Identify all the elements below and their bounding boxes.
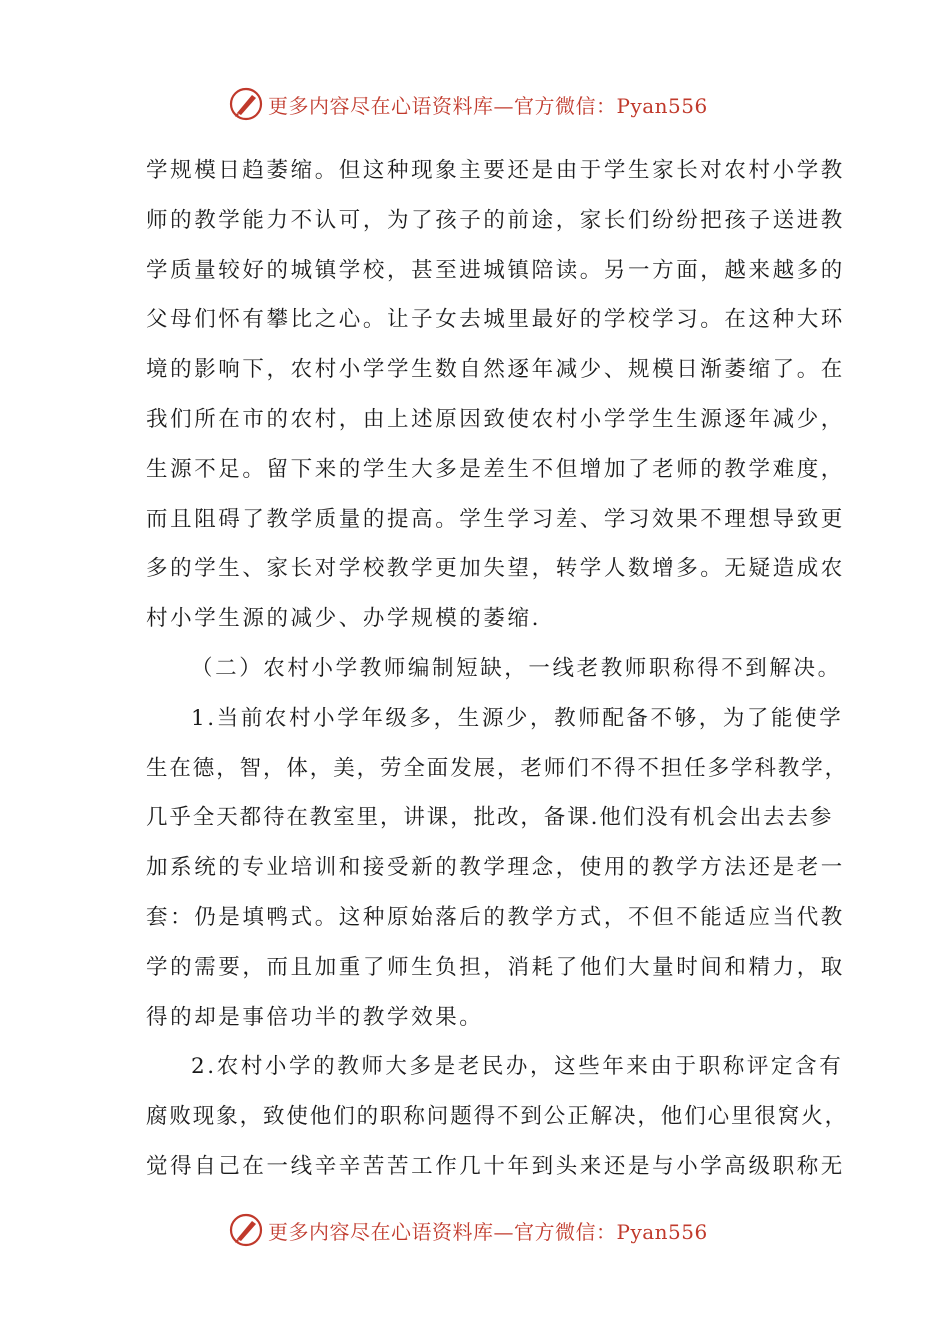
body-line: 套：仍是填鸭式。这种原始落后的教学方式，不但不能适应当代教 <box>146 904 845 930</box>
body-line: 腐败现象，致使他们的职称问题得不到公正解决，他们心里很窝火， <box>146 1104 849 1130</box>
section-heading: （二）农村小学教师编制短缺，一线老教师职称得不到解决。 <box>191 655 842 681</box>
body-line: 几乎全天都待在教室里，讲课，批改，备课.他们没有机会出去去参 <box>146 805 834 831</box>
body-line: 生源不足。留下来的学生大多是差生不但增加了老师的教学难度， <box>146 456 845 482</box>
body-line: 1.当前农村小学年级多，生源少，教师配备不够，为了能使学 <box>191 705 844 731</box>
body-line: 学的需要，而且加重了师生负担，消耗了他们大量时间和精力，取 <box>146 954 845 980</box>
body-line: 学规模日趋萎缩。但这种现象主要还是由于学生家长对农村小学教 <box>146 158 845 183</box>
body-line: 境的影响下，农村小学学生数自然逐年减少、规模日渐萎缩了。在 <box>146 357 845 383</box>
header-banner <box>228 84 748 124</box>
header-banner-text: 更多内容尽在心语资料库—官方微信：Pyan556 <box>268 93 708 118</box>
body-line: 父母们怀有攀比之心。让子女去城里最好的学校学习。在这种大环 <box>146 307 845 333</box>
pen-logo-icon <box>228 1212 264 1248</box>
footer-banner <box>228 1210 748 1250</box>
body-line: 而且阻碍了教学质量的提高。学生学习差、学习效果不理想导致更 <box>146 506 845 532</box>
body-line: 加系统的专业培训和接受新的教学理念，使用的教学方法还是老一 <box>146 855 845 881</box>
body-line: 村小学生源的减少、办学规模的萎缩. <box>146 606 542 632</box>
body-line: 觉得自己在一线辛辛苦苦工作几十年到头来还是与小学高级职称无 <box>146 1153 845 1179</box>
document-body <box>146 146 849 1192</box>
body-line: 师的教学能力不认可，为了孩子的前途，家长们纷纷把孩子送进教 <box>146 207 845 233</box>
body-line: 2.农村小学的教师大多是老民办，这些年来由于职称评定含有 <box>191 1054 844 1080</box>
footer-banner-text: 更多内容尽在心语资料库—官方微信：Pyan556 <box>268 1219 708 1244</box>
body-line: 我们所在市的农村，由上述原因致使农村小学学生生源逐年减少， <box>146 406 845 432</box>
body-line: 多的学生、家长对学校教学更加失望，转学人数增多。无疑造成农 <box>146 556 845 582</box>
pen-logo-icon <box>228 86 264 122</box>
body-line: 学质量较好的城镇学校，甚至进城镇陪读。另一方面，越来越多的 <box>146 257 845 283</box>
body-line: 得的却是事倍功半的教学效果。 <box>146 1004 484 1030</box>
body-line: 生在德，智，体，美，劳全面发展，老师们不得不担任多学科教学， <box>146 755 849 781</box>
